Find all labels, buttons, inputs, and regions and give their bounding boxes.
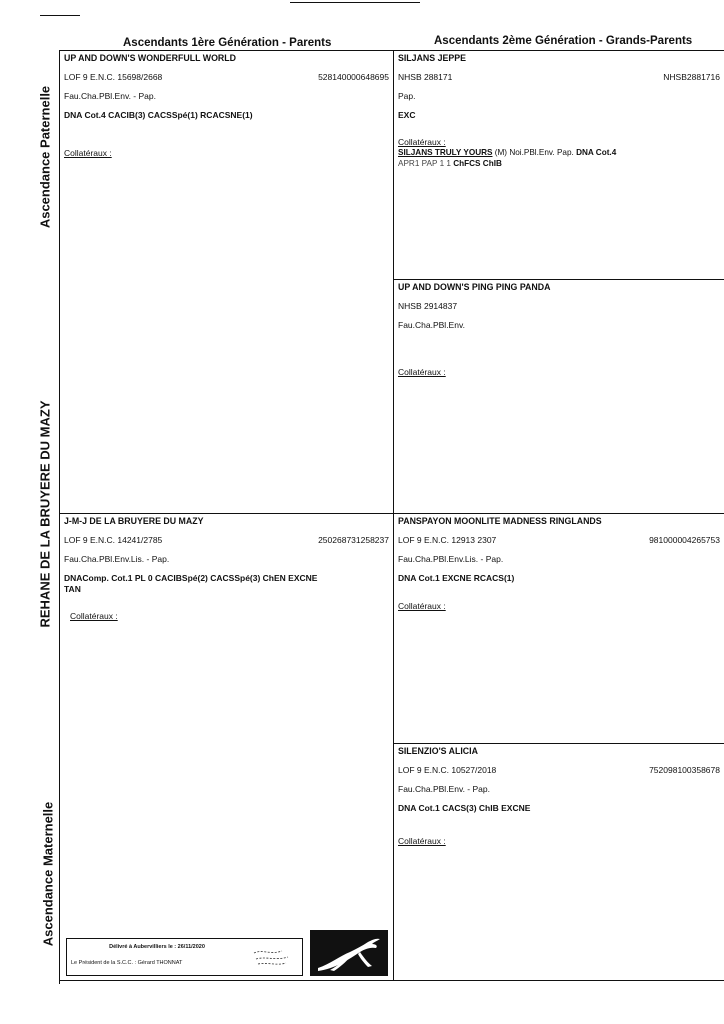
signature xyxy=(252,947,292,969)
sire-number: LOF 9 E.N.C. 15698/2668 xyxy=(64,72,163,82)
header-gen1: Ascendants 1ère Génération - Parents xyxy=(123,37,332,49)
dam-dam-code: Fau.Cha.PBl.Env. - Pap. xyxy=(398,784,490,794)
dam-dam-name: SILENZIO'S ALICIA xyxy=(398,746,478,756)
sire-sire-collateral xyxy=(398,149,616,157)
label-dog-name: REHANE DE LA BRUYERE DU MAZY xyxy=(37,400,53,628)
sire-dam-collateraux: Collatéraux : xyxy=(398,367,446,377)
sire-dam-number: NHSB 2914837 xyxy=(398,301,458,311)
cell-dam-sire xyxy=(394,514,724,743)
sire-sire-number: NHSB 288171 xyxy=(398,72,453,82)
dam-code: Fau.Cha.PBl.Env.Lis. - Pap. xyxy=(64,554,170,564)
sire-sire-name: SILJANS JEPPE xyxy=(398,53,466,63)
sire-collateraux: Collatéraux : xyxy=(64,148,112,158)
sire-sire-collateraux: Collatéraux : xyxy=(398,137,446,147)
label-paternal: Ascendance Paternelle xyxy=(37,85,53,229)
delivery-stamp xyxy=(66,938,303,976)
sire-chip: 528140000648695 xyxy=(318,72,389,82)
grid-bottom xyxy=(59,980,724,981)
dam-collateraux: Collatéraux : xyxy=(70,611,118,621)
top-rule xyxy=(40,15,80,16)
delivered-text: Délivré à Aubervilliers le : 26/11/2020 xyxy=(109,944,205,950)
dam-dam-number: LOF 9 E.N.C. 10527/2018 xyxy=(398,765,497,775)
top-rule xyxy=(290,2,420,3)
dam-sire-collateraux: Collatéraux : xyxy=(398,601,446,611)
dam-sire-number: LOF 9 E.N.C. 12913 2307 xyxy=(398,535,497,545)
collateral-line2-b: ChFCS ChIB xyxy=(453,159,502,168)
dam-chip: 250268731258237 xyxy=(318,535,389,545)
scc-logo xyxy=(310,930,388,976)
sire-sire-chip: NHSB2881716 xyxy=(663,72,720,82)
dam-name: J-M-J DE LA BRUYERE DU MAZY xyxy=(64,516,204,526)
collateral-titles: DNA Cot.4 xyxy=(576,148,617,157)
cell-sire-dam xyxy=(394,280,724,513)
sire-dam-name: UP AND DOWN'S PING PING PANDA xyxy=(398,282,551,292)
dam-sire-name: PANSPAYON MOONLITE MADNESS RINGLANDS xyxy=(398,516,602,526)
dog-logo-icon xyxy=(310,930,388,976)
dam-dam-collateraux: Collatéraux : xyxy=(398,836,446,846)
dam-dam-chip: 752098100358678 xyxy=(649,765,720,775)
collateral-info: (M) Noi.PBl.Env. Pap. xyxy=(494,148,574,157)
sire-sire-titles: EXC xyxy=(398,110,416,120)
president-text: Le Président de la S.C.C. : Gérard THONNAT xyxy=(71,960,183,966)
dam-titles: DNAComp. Cot.1 PL 0 CACIBSpé(2) CACSSpé(3) ChEN EXCNE xyxy=(64,573,318,583)
collateral-line2-a: APR1 PAP 1 1 xyxy=(398,159,451,168)
cell-sire xyxy=(60,51,393,513)
dam-sire-titles: DNA Cot.1 EXCNE RCACS(1) xyxy=(398,573,515,583)
sire-name: UP AND DOWN'S WONDERFULL WORLD xyxy=(64,53,236,63)
sire-titles: DNA Cot.4 CACIB(3) CACSSpé(1) RCACSNE(1) xyxy=(64,110,253,120)
cell-dam xyxy=(60,514,393,980)
cell-dam-dam xyxy=(394,744,724,980)
dam-number: LOF 9 E.N.C. 14241/2785 xyxy=(64,535,163,545)
sire-sire-collateral-line2 xyxy=(398,160,502,168)
dam-sire-chip: 981000004265753 xyxy=(649,535,720,545)
sire-dam-code: Fau.Cha.PBl.Env. xyxy=(398,320,465,330)
label-maternal: Ascendance Maternelle xyxy=(40,801,56,947)
dam-titles-2: TAN xyxy=(64,584,81,594)
cell-sire-sire xyxy=(394,51,724,279)
dam-sire-code: Fau.Cha.PBl.Env.Lis. - Pap. xyxy=(398,554,504,564)
header-gen2: Ascendants 2ème Génération - Grands-Parents xyxy=(434,35,693,47)
dam-dam-titles: DNA Cot.1 CACS(3) ChIB EXCNE xyxy=(398,803,531,813)
sire-sire-code: Pap. xyxy=(398,91,416,101)
sire-code: Fau.Cha.PBl.Env. - Pap. xyxy=(64,91,156,101)
collateral-name: SILJANS TRULY YOURS xyxy=(398,148,493,157)
